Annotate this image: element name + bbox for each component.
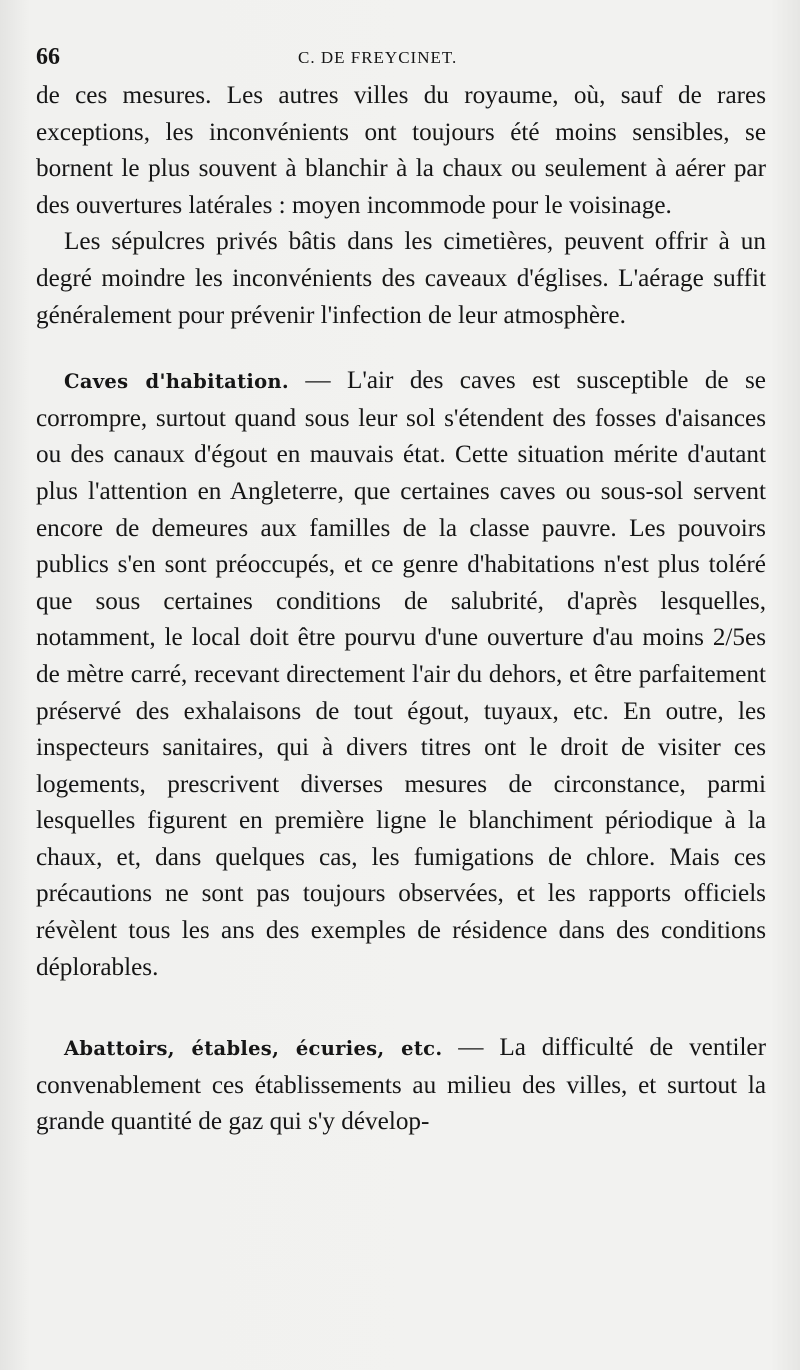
paragraph-continuation	[36, 78, 766, 224]
paragraph-text: — La difficulté de ventiler convenablement ces établissements au milieu des villes, et surtout la grande quantité de gaz qui s'y dévelop-	[36, 1034, 767, 1136]
page-body	[36, 78, 766, 1141]
paragraph-text: — L'air des caves est susceptible de se corrompre, surtout quand sous leur sol s'étendent des fosses d'aisances ou des canaux d'égout en mauvais état. Cette situation mérite d'autant plus l'attention en Angleterre, que certaines caves ou sous-sol servent encore de demeures aux familles de la classe pauvre. Les pouvoirs publics s'en sont préoccupés, et ce genre d'habitations n'est plus toléré que sous certaines conditions de salubrité, d'après lesquelles, notamment, le local doit être pourvu d'une ouverture d'au moins 2/5es de mètre carré, recevant directement l'air du dehors, et être parfaitement préservé des exhalaisons de tout égout, tuyaux, etc. En outre, les inspecteurs sanitaires, qui à divers titres ont le droit de visiter ces logements, prescrivent diverses mesures de circonstance, parmi lesquelles figurent en première ligne le blanchiment périodique à la chaux, et, dans quelques cas, les fumigations de chlore. Mais ces précautions ne sont pas toujours observées, et les rapports officiels révèlent tous les ans des exemples de résidence dans des conditions déplorables.	[36, 367, 766, 981]
page-number: 66	[36, 44, 60, 70]
running-head: C. DE FREYCINET.	[298, 48, 458, 67]
section-heading: Abattoirs, étables, écuries, etc.	[64, 1037, 443, 1061]
paragraph-sepulcres	[36, 224, 766, 334]
page-header	[36, 44, 766, 74]
paragraph-text: Les sépulcres privés bâtis dans les cimetières, peuvent offrir à un degré moindre les inconvénients des caveaux d'églises. L'aérage suffit généralement pour prévenir l'infection de leur atmosphère.	[36, 228, 766, 329]
paragraph-abattoirs	[36, 1030, 766, 1141]
paragraph-text: de ces mesures. Les autres villes du royaume, où, sauf de rares exceptions, les inconvénients ont toujours été moins sensibles, se bornent le plus souvent à blanchir à la chaux ou seulement à aérer par des ouvertures latérales : moyen incommode pour le voisinage.	[36, 82, 766, 219]
section-heading: Caves d'habitation.	[64, 370, 289, 394]
paragraph-caves-habitation	[36, 363, 766, 986]
